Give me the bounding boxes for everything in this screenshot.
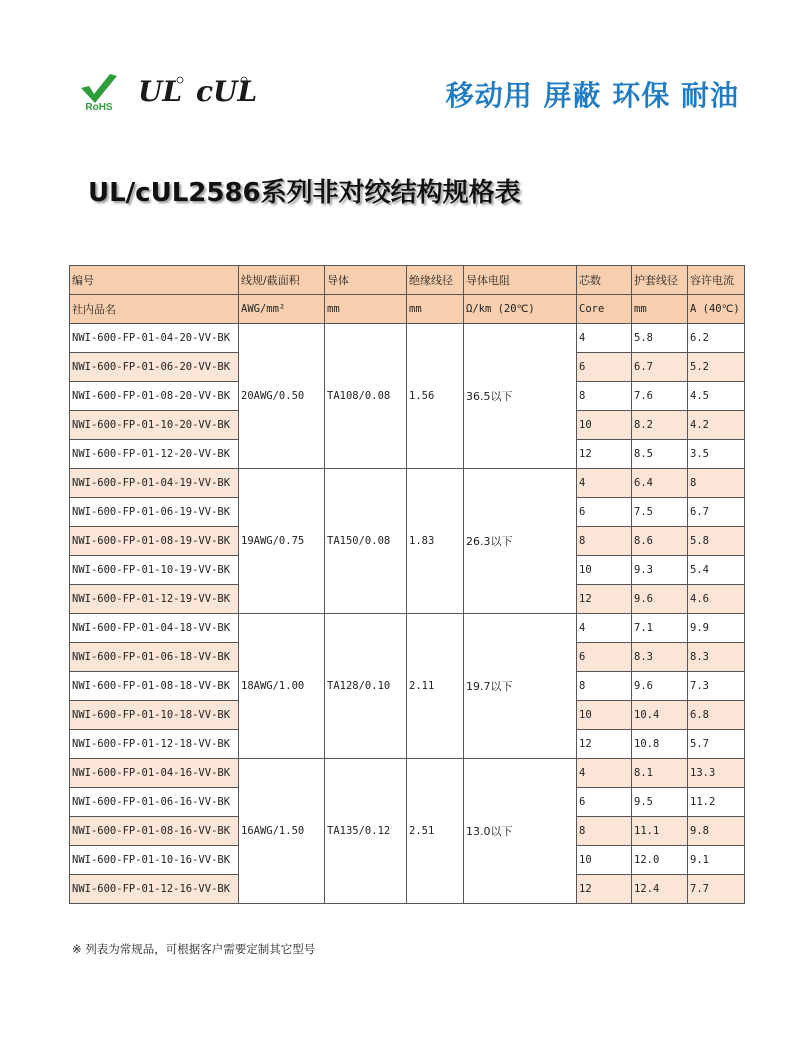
resistance-cell: 19.7以下 xyxy=(464,614,577,759)
sheath-cell: 6.4 xyxy=(632,469,688,498)
footnote: ※ 列表为常规品，可根据客户需要定制其它型号 xyxy=(72,942,316,956)
current-cell: 4.6 xyxy=(688,585,745,614)
part-number-cell: NWI-600-FP-01-10-16-VV-BK xyxy=(70,846,239,875)
header-part-number: 社内品名 xyxy=(70,295,239,324)
current-cell: 6.7 xyxy=(688,498,745,527)
conductor-cell: TA150/0.08 xyxy=(325,469,407,614)
cores-cell: 12 xyxy=(577,585,632,614)
current-cell: 6.2 xyxy=(688,324,745,353)
cores-cell: 12 xyxy=(577,440,632,469)
cores-cell: 6 xyxy=(577,643,632,672)
cores-cell: 10 xyxy=(577,556,632,585)
header-insulation-diameter: mm xyxy=(407,295,464,324)
header-conductor-resistance: Ω/km (20℃) xyxy=(464,295,577,324)
ul-logo-text: UL xyxy=(138,75,183,108)
sheath-cell: 9.3 xyxy=(632,556,688,585)
table-header-row xyxy=(70,295,745,324)
part-number-cell: NWI-600-FP-01-10-18-VV-BK xyxy=(70,701,239,730)
part-number-cell: NWI-600-FP-01-08-16-VV-BK xyxy=(70,817,239,846)
current-cell: 3.5 xyxy=(688,440,745,469)
page-title: UL/cUL2586系列非对绞结构规格表 xyxy=(88,178,521,208)
table-row xyxy=(70,324,745,353)
current-cell: 4.2 xyxy=(688,411,745,440)
sheath-cell: 8.2 xyxy=(632,411,688,440)
cores-cell: 8 xyxy=(577,672,632,701)
cores-cell: 8 xyxy=(577,527,632,556)
part-number-cell: NWI-600-FP-01-04-20-VV-BK xyxy=(70,324,239,353)
header-allowable-current: 容许电流 xyxy=(688,266,745,295)
resistance-cell: 13.0以下 xyxy=(464,759,577,904)
sheath-cell: 6.7 xyxy=(632,353,688,382)
sheath-cell: 12.0 xyxy=(632,846,688,875)
conductor-cell: TA128/0.10 xyxy=(325,614,407,759)
cores-cell: 4 xyxy=(577,469,632,498)
sheath-cell: 9.6 xyxy=(632,585,688,614)
gauge-cell: 20AWG/0.50 xyxy=(239,324,325,469)
current-cell: 9.1 xyxy=(688,846,745,875)
current-cell: 4.5 xyxy=(688,382,745,411)
sheath-cell: 8.5 xyxy=(632,440,688,469)
current-cell: 13.3 xyxy=(688,759,745,788)
current-cell: 8.3 xyxy=(688,643,745,672)
header-sheath-diameter: 护套线径 xyxy=(632,266,688,295)
insulation-cell: 2.11 xyxy=(407,614,464,759)
sheath-cell: 9.6 xyxy=(632,672,688,701)
part-number-cell: NWI-600-FP-01-08-20-VV-BK xyxy=(70,382,239,411)
cores-cell: 4 xyxy=(577,759,632,788)
cores-cell: 12 xyxy=(577,730,632,759)
part-number-cell: NWI-600-FP-01-04-16-VV-BK xyxy=(70,759,239,788)
header-allowable-current: A (40℃) xyxy=(688,295,745,324)
header-gauge: 线规/截面积 xyxy=(239,266,325,295)
header-cores: 芯数 xyxy=(577,266,632,295)
sheath-cell: 8.1 xyxy=(632,759,688,788)
part-number-cell: NWI-600-FP-01-12-16-VV-BK xyxy=(70,875,239,904)
cores-cell: 6 xyxy=(577,353,632,382)
gauge-cell: 18AWG/1.00 xyxy=(239,614,325,759)
current-cell: 5.4 xyxy=(688,556,745,585)
part-number-cell: NWI-600-FP-01-10-19-VV-BK xyxy=(70,556,239,585)
part-number-cell: NWI-600-FP-01-06-16-VV-BK xyxy=(70,788,239,817)
ul-logo xyxy=(136,75,184,108)
current-cell: 8 xyxy=(688,469,745,498)
cores-cell: 8 xyxy=(577,817,632,846)
cores-cell: 6 xyxy=(577,498,632,527)
header-conductor-resistance: 导体电阻 xyxy=(464,266,577,295)
cul-logo-text: cUL xyxy=(196,75,258,108)
part-number-cell: NWI-600-FP-01-06-18-VV-BK xyxy=(70,643,239,672)
current-cell: 7.3 xyxy=(688,672,745,701)
header-conductor: mm xyxy=(325,295,407,324)
sheath-cell: 5.8 xyxy=(632,324,688,353)
part-number-cell: NWI-600-FP-01-06-20-VV-BK xyxy=(70,353,239,382)
table-row xyxy=(70,469,745,498)
sheath-cell: 9.5 xyxy=(632,788,688,817)
current-cell: 5.8 xyxy=(688,527,745,556)
part-number-cell: NWI-600-FP-01-12-19-VV-BK xyxy=(70,585,239,614)
part-number-cell: NWI-600-FP-01-12-20-VV-BK xyxy=(70,440,239,469)
sheath-cell: 7.1 xyxy=(632,614,688,643)
current-cell: 5.2 xyxy=(688,353,745,382)
part-number-cell: NWI-600-FP-01-08-18-VV-BK xyxy=(70,672,239,701)
cores-cell: 8 xyxy=(577,382,632,411)
insulation-cell: 2.51 xyxy=(407,759,464,904)
current-cell: 5.7 xyxy=(688,730,745,759)
part-number-cell: NWI-600-FP-01-08-19-VV-BK xyxy=(70,527,239,556)
sheath-cell: 11.1 xyxy=(632,817,688,846)
header-sheath-diameter: mm xyxy=(632,295,688,324)
rohs-logo-text: RoHS xyxy=(85,102,113,113)
sheath-cell: 10.8 xyxy=(632,730,688,759)
cores-cell: 10 xyxy=(577,846,632,875)
insulation-cell: 1.56 xyxy=(407,324,464,469)
current-cell: 11.2 xyxy=(688,788,745,817)
table-row xyxy=(70,614,745,643)
rohs-check-icon xyxy=(81,74,117,103)
cores-cell: 6 xyxy=(577,788,632,817)
spec-table xyxy=(69,265,745,904)
table-header-row xyxy=(70,266,745,295)
header-conductor: 导体 xyxy=(325,266,407,295)
cores-cell: 10 xyxy=(577,411,632,440)
conductor-cell: TA135/0.12 xyxy=(325,759,407,904)
cores-cell: 4 xyxy=(577,324,632,353)
sheath-cell: 7.6 xyxy=(632,382,688,411)
resistance-cell: 36.5以下 xyxy=(464,324,577,469)
cores-cell: 4 xyxy=(577,614,632,643)
sheath-cell: 8.3 xyxy=(632,643,688,672)
cores-cell: 10 xyxy=(577,701,632,730)
resistance-cell: 26.3以下 xyxy=(464,469,577,614)
gauge-cell: 16AWG/1.50 xyxy=(239,759,325,904)
sheath-cell: 7.5 xyxy=(632,498,688,527)
part-number-cell: NWI-600-FP-01-04-19-VV-BK xyxy=(70,469,239,498)
rohs-logo xyxy=(78,72,120,112)
header-gauge: AWG/mm² xyxy=(239,295,325,324)
header-insulation-diameter: 绝缘线径 xyxy=(407,266,464,295)
part-number-cell: NWI-600-FP-01-10-20-VV-BK xyxy=(70,411,239,440)
insulation-cell: 1.83 xyxy=(407,469,464,614)
part-number-cell: NWI-600-FP-01-12-18-VV-BK xyxy=(70,730,239,759)
current-cell: 7.7 xyxy=(688,875,745,904)
header-part-number: 编号 xyxy=(70,266,239,295)
current-cell: 9.9 xyxy=(688,614,745,643)
feature-tagline: 移动用 屏蔽 环保 耐油 xyxy=(445,79,739,112)
current-cell: 9.8 xyxy=(688,817,745,846)
table-row xyxy=(70,759,745,788)
gauge-cell: 19AWG/0.75 xyxy=(239,469,325,614)
sheath-cell: 10.4 xyxy=(632,701,688,730)
part-number-cell: NWI-600-FP-01-06-19-VV-BK xyxy=(70,498,239,527)
cores-cell: 12 xyxy=(577,875,632,904)
current-cell: 6.8 xyxy=(688,701,745,730)
header-cores: Core xyxy=(577,295,632,324)
part-number-cell: NWI-600-FP-01-04-18-VV-BK xyxy=(70,614,239,643)
sheath-cell: 8.6 xyxy=(632,527,688,556)
conductor-cell: TA108/0.08 xyxy=(325,324,407,469)
sheath-cell: 12.4 xyxy=(632,875,688,904)
cul-logo xyxy=(196,75,258,108)
